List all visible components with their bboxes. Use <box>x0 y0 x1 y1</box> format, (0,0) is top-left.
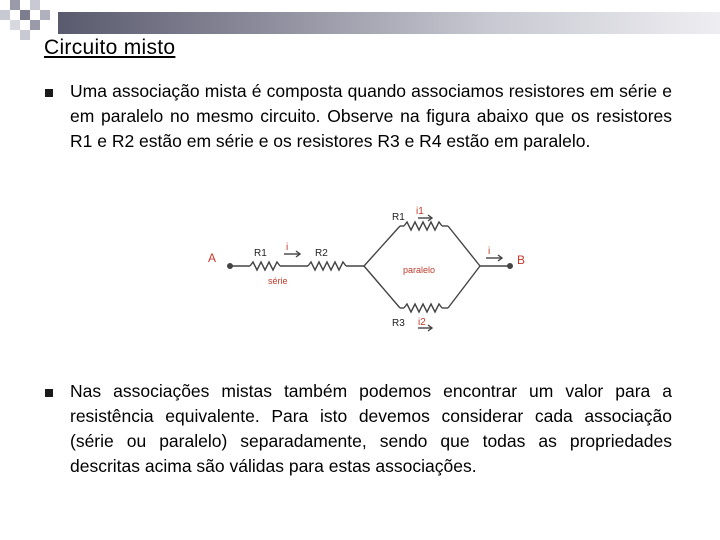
header-band <box>58 12 720 34</box>
bottom-resistor-label: R3 <box>392 318 405 329</box>
checker-decoration <box>0 0 60 40</box>
node-a-label: A <box>208 251 217 265</box>
circuit-wires <box>230 215 510 331</box>
series-r1-label: R1 <box>254 248 267 259</box>
current-i-right-label: i <box>488 246 491 257</box>
top-resistor-label: R1 <box>392 212 405 223</box>
paragraph-1: Uma associação mista é composta quando associamos resistores em série e em paralelo no mesmo circuito. Observe na figura abaixo que os resistores R1 e R2 estão em série e os resistores R3 e R4 estão em paralelo. <box>70 81 672 151</box>
bullet-icon <box>45 89 53 97</box>
mixed-circuit-diagram <box>196 198 542 336</box>
series-r2-label: R2 <box>315 248 328 259</box>
top-current-label: i1 <box>416 206 424 217</box>
node-a-terminal <box>227 263 233 269</box>
node-b-label: B <box>517 253 526 267</box>
serie-label: série <box>268 276 288 286</box>
slide-title: Circuito misto <box>44 36 176 59</box>
bullet-icon <box>45 389 53 397</box>
paralelo-label: paralelo <box>403 265 436 275</box>
node-b-terminal <box>507 263 513 269</box>
current-i-left-label: i <box>286 242 289 253</box>
bottom-current-label: i2 <box>418 317 426 328</box>
paragraph-2: Nas associações mistas também podemos encontrar um valor para a resistência equivalente. Para isto devemos considerar cada associação (série ou paralelo) separadamente, sendo que todas as propriedades descritas acima são válidas para estas associações. <box>70 381 672 476</box>
